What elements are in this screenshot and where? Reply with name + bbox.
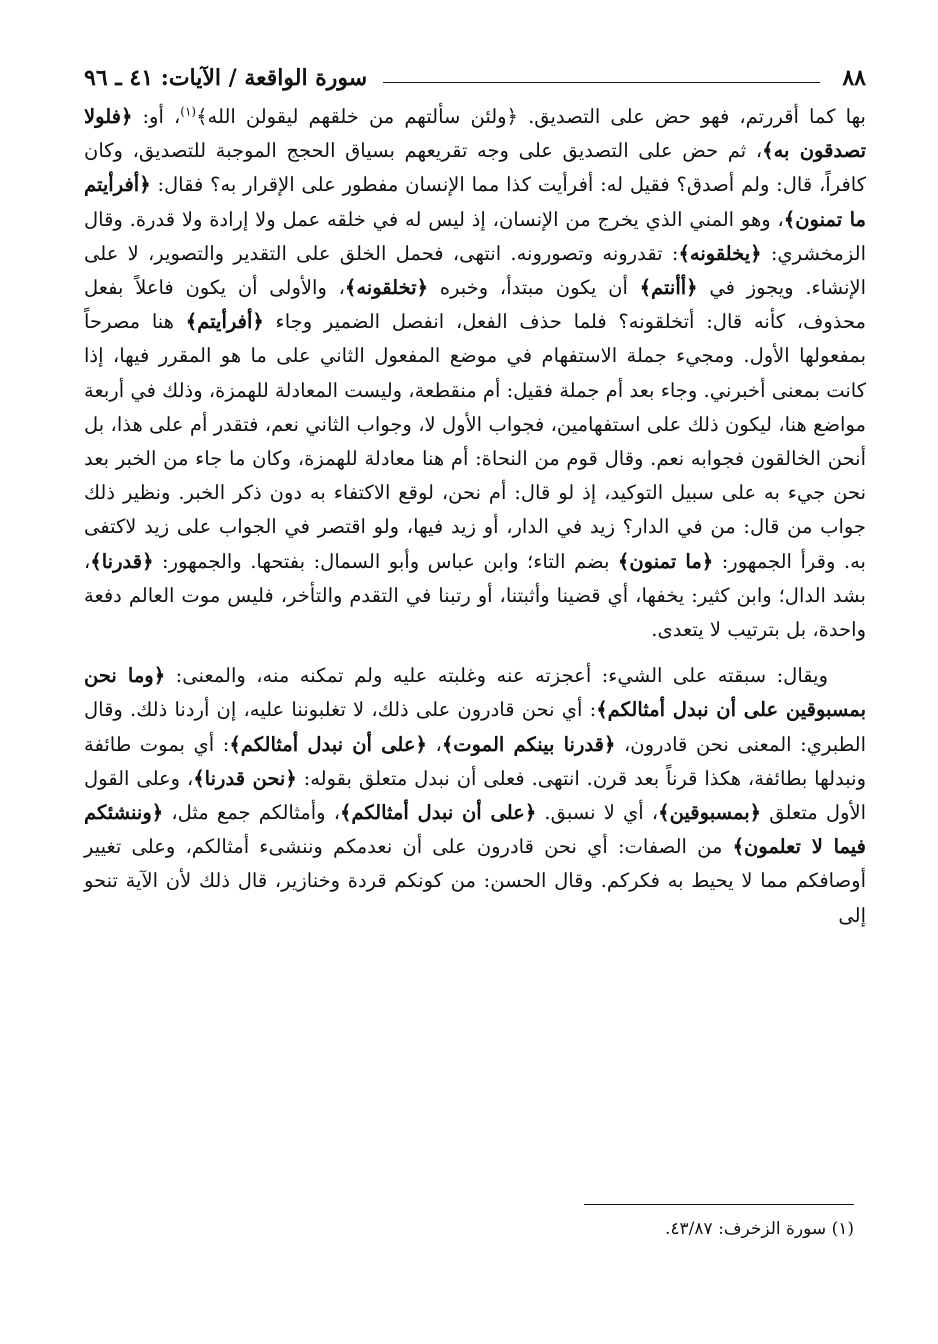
text-run: من الصفات: أي نحن قادرون على أن نعدمكم وننشىء أمثالكم، وعلى تغيير أوصافكم مما لا يحيط به فكركم. وقال الحسن: من كونكم قردة وخنازير، قال ذلك لأن الآية تنحو إلى xyxy=(84,835,866,927)
body-text xyxy=(84,100,866,933)
running-title: سورة الواقعة / الآيات: ٤١ ـ ٩٦ xyxy=(84,65,368,91)
book-page xyxy=(84,60,866,933)
page-header xyxy=(84,60,866,96)
text-run: ، وعلى القول الأول متعلق xyxy=(84,766,866,825)
quran-quote: ﴿ما تمنون﴾ xyxy=(617,549,714,573)
footnote-ref: (١) xyxy=(180,104,197,119)
text-run: هنا مصرحاً بمفعولها الأول. ومجيء جملة الاستفهام في موضع المفعول الثاني على ما هو المقرر فيها، إذا كانت بمعنى أخبرني. وجاء بعد أم جملة فقيل: أم منقطعة، وليست المعادلة للهمزة، وذلك في أربعة مواضع هنا، ليكون ذلك على استفهامين، فجواب الأول لا، وجواب الثاني نعم، فتقدر أم على هذا، بل أنحن الخالقون فجوابه نعم. وقال قوم من النحاة: أم هنا معادلة للهمزة، وكان ما جاء من الخبر بعد نحن جيء به على سبيل التوكيد، إذ لو قال: أم نحن، لوقع الاكتفاء به دون ذكر الخبر. ونظير ذلك جواب من قال: من في الدار؟ زيد في الدار، أو زيد فيها، ولو اقتصر في الجواب على زيد لاكتفى به. وقرأ الجمهور: xyxy=(84,310,866,573)
paragraph-2 xyxy=(84,659,866,933)
text-run: بها كما أقررتم، فهو حض على التصديق. ﴿ولئن سألتهم من خلقهم ليقولن الله﴾ xyxy=(196,105,866,128)
text-run: ويقال: سبقته على الشيء: أعجزته عنه وغلبته عليه ولم تمكنه منه، والمعنى: xyxy=(165,664,828,688)
footnote xyxy=(72,1216,854,1242)
quran-quote: ﴿أفرأيتم ما تمنون﴾ xyxy=(84,173,866,231)
quran-quote: ﴿قدرنا بينكم الموت﴾ xyxy=(441,732,616,756)
text-run: ، والأولى أن يكون فاعلاً بفعل محذوف، كأنه قال: أتخلقونه؟ فلما حذف الفعل، انفصل الضمير وجاء xyxy=(84,276,867,334)
header-rule xyxy=(383,82,820,83)
quran-quote: ﴿نحن قدرنا﴾ xyxy=(193,766,297,790)
text-run: ، وهو المني الذي يخرج من الإنسان، إذ ليس له في خلقه عمل ولا إرادة ولا قدرة. وقال الزمخشري: xyxy=(84,207,866,265)
quran-quote: ﴿قدرنا﴾ xyxy=(90,549,154,573)
quran-quote: ﴿تخلقونه﴾ xyxy=(344,276,429,300)
text-run: : تقدرونه وتصورونه. انتهى، فحمل الخلق على التقدير والتصوير، لا على الإنشاء. ويجوز في xyxy=(84,241,867,300)
text-run: : أي بموت طائفة ونبدلها بطائفة، هكذا قرناً بعد قرن. انتهى. فعلى أن نبدل متعلق بقوله: xyxy=(84,732,867,790)
text-run: : أي نحن قادرون على ذلك، لا تغلبوننا عليه، إن أردنا ذلك. وقال الطبري: المعنى نحن قادرون، xyxy=(84,698,866,756)
quran-quote: ﴿أفرأيتم﴾ xyxy=(185,310,264,334)
quran-quote: ﴿يخلقونه﴾ xyxy=(678,241,762,265)
text-run: ، ثم حض على التصديق على وجه تقريعهم بسياق الحجج الموجبة للتصديق، وكان كافراً، قال: ولم أصدق؟ فقيل له: أفرأيت كذا مما الإنسان مفطور على الإقرار به؟ فقال: xyxy=(84,139,866,197)
footnote-separator xyxy=(584,1204,854,1205)
quran-quote: ﴿وننشئكم فيما لا تعلمون﴾ xyxy=(84,801,866,859)
quran-quote: ﴿على أن نبدل أمثالكم﴾ xyxy=(339,801,537,825)
text-run: أن يكون مبتدأ، وخبره xyxy=(428,276,640,300)
quran-quote: ﴿على أن نبدل أمثالكم﴾ xyxy=(229,732,427,756)
quran-quote: ﴿وما نحن بمسبوقين على أن نبدل أمثالكم﴾ xyxy=(84,664,867,722)
text-run: ، xyxy=(426,732,442,756)
paragraph-1 xyxy=(84,100,866,647)
text-run: ، أو: xyxy=(132,105,181,128)
text-run: ، بشد الدال؛ وابن كثير: يخفها، أي قضينا وأثبتنا، أو رتبنا في التقدم والتأخر، فليس موت العالم دفعة واحدة، بل بترتيب لا يتعدى. xyxy=(84,549,866,642)
footnote-text: سورة الزخرف: ٤٣/٨٧. xyxy=(665,1219,827,1239)
text-run: ، وأمثالكم جمع مثل، xyxy=(163,801,340,825)
quran-quote: ﴿أأنتم﴾ xyxy=(639,276,698,300)
text-run: ، أي لا نسبق. xyxy=(536,801,659,825)
page-number: ٨٨ xyxy=(842,65,866,91)
quran-quote: ﴿فلولا تصدقون به﴾ xyxy=(84,105,866,163)
text-run: بضم التاء؛ وابن عباس وأبو السمال: بفتحها. والجمهور: xyxy=(153,549,618,573)
quran-quote: ﴿بمسبوقين﴾ xyxy=(658,801,762,825)
footnote-marker: (١) xyxy=(831,1219,854,1239)
